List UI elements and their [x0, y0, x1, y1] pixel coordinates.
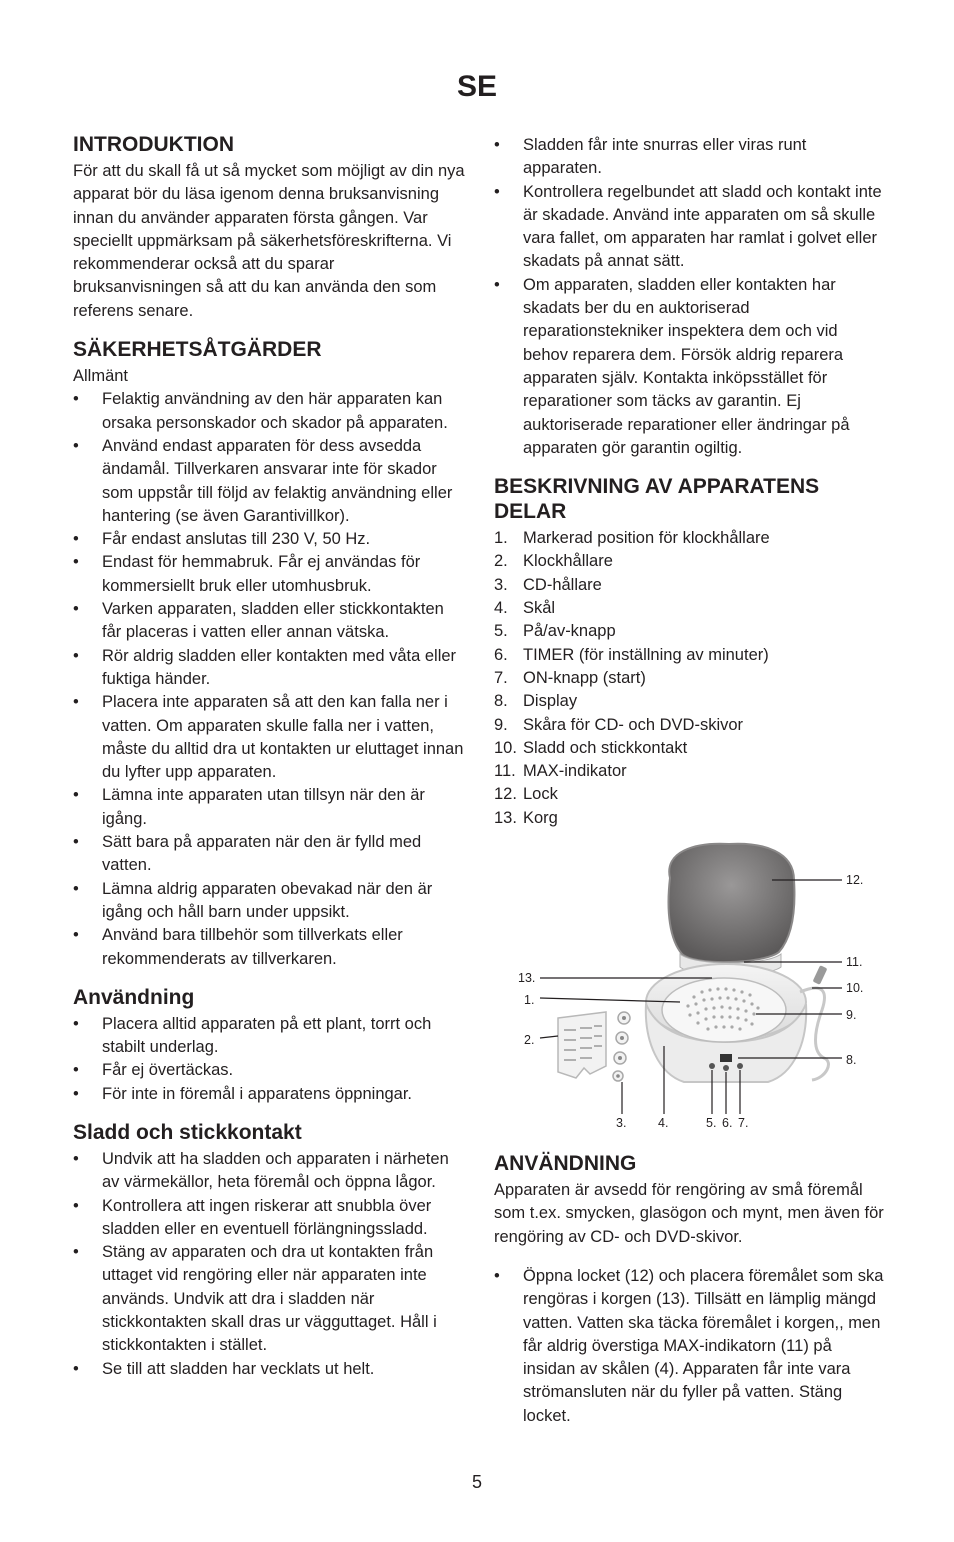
list-item: • Sladden får inte snurras eller viras runt apparaten.: [494, 134, 886, 181]
item-label: Skåra för CD- och DVD-skivor: [523, 715, 744, 734]
list-item: [494, 597, 886, 620]
list-item: [494, 760, 886, 783]
list-item: [494, 783, 886, 806]
item-number: 10.: [494, 738, 517, 757]
callout-label: 12.: [846, 873, 864, 888]
item-number: 12.: [494, 785, 517, 804]
usage-steps: [494, 1265, 886, 1428]
display-panel: [720, 1054, 732, 1062]
callout-label: 3.: [616, 1116, 627, 1131]
item-number: 11.: [494, 762, 516, 781]
list-item: • Lämna inte apparaten utan tillsyn när den är igång.: [73, 784, 465, 831]
usage-heading: ANVÄNDNING: [494, 1152, 637, 1176]
parts-list: [494, 527, 886, 830]
item-number: 2.: [494, 552, 508, 571]
list-item: • Felaktig användning av den här apparaten kan orsaka personskador och skador på apparaten.: [73, 388, 465, 435]
list-item: • Får ej övertäckas.: [73, 1059, 465, 1082]
intro-heading: INTRODUKTION: [73, 133, 234, 156]
callout-label: 1.: [524, 993, 535, 1008]
language-code: SE: [456, 70, 498, 103]
power-button: [709, 1063, 715, 1069]
list-item: [494, 644, 886, 667]
callout-label: 2.: [524, 1033, 535, 1048]
intro-text: För att du skall få ut så mycket som möjligt av din nya apparat bör du läsa igenom denna bruksanvisning innan du använder apparaten första gången. Var speciellt uppmärksam på säkerhetsföreskrifterna. Vi rekommenderar också att du sparar bruksanvisningen så att du kan använda den som referens senare.: [73, 162, 465, 320]
item-number: 6.: [494, 645, 508, 664]
item-number: 8.: [494, 692, 508, 711]
list-item: • Rör aldrig sladden eller kontakten med våta eller fuktiga händer.: [73, 645, 465, 692]
list-item: • För inte in föremål i apparatens öppningar.: [73, 1083, 465, 1106]
list-item: [494, 667, 886, 690]
timer-button: [723, 1065, 729, 1071]
list-item: • Öppna locket (12) och placera föremålet som ska rengöras i korgen (13). Tillsätt en lämplig mängd vatten. Vatten ska täcka föremålet i korgen,, men får aldrig överstiga MAX-indikatorn (11) på insidan av skålen (4). Apparaten får inte vara strömansluten när du fyller på vatten. Stäng locket.: [494, 1265, 886, 1428]
list-item: • Använd bara tillbehör som tillverkats eller rekommenderats av tillverkaren.: [73, 924, 465, 971]
item-label: Markerad position för klockhållare: [523, 529, 770, 548]
cord-subheading: Sladd och stickkontakt: [73, 1120, 302, 1144]
list-item: [494, 690, 886, 713]
callout-label: 6.: [722, 1116, 733, 1131]
list-item: [494, 807, 886, 830]
list-item: [494, 574, 886, 597]
list-item: • Varken apparaten, sladden eller stickkontakten får placeras i vatten eller annan vätska.: [73, 598, 465, 645]
page-number: 5: [471, 1472, 482, 1492]
list-item: • Stäng av apparaten och dra ut kontakten från uttaget vid rengöring eller när apparaten inte används. Undvik att dra i sladden när stickkontakten skall dras ur vägguttaget. Håll i stickkontakten i stället.: [73, 1241, 465, 1357]
usage-intro: Apparaten är avsedd för rengöring av små föremål som t.ex. smycken, glasögon och mynt, men även för rengöring av CD- och DVD-skivor.: [494, 1181, 884, 1246]
list-item: • Använd endast apparaten för dess avsedda ändamål. Tillverkaren ansvarar inte för skador som uppstår till följd av felaktig användning eller hantering (se även Garantivillkor).: [73, 435, 465, 528]
callout-label: 11.: [846, 955, 863, 970]
list-item: [494, 737, 886, 760]
callout-label: 13.: [518, 971, 536, 986]
callout-label: 4.: [658, 1116, 669, 1131]
item-label: Korg: [523, 808, 558, 827]
item-label: På/av-knapp: [523, 622, 616, 641]
right-column: [494, 134, 886, 1428]
cord-list: [73, 1148, 465, 1381]
callout-label: 8.: [846, 1053, 857, 1068]
item-label: MAX-indikator: [523, 762, 627, 781]
usage-list: [73, 1013, 465, 1106]
item-number: 4.: [494, 599, 508, 618]
list-item: • Placera inte apparaten så att den kan falla ner i vatten. Om apparaten skulle falla ner i vatten, måste du alltid dra ut kontakten ur eluttaget innan du lyfter upp apparaten.: [73, 691, 465, 784]
item-label: Display: [523, 692, 578, 711]
basket: [662, 978, 786, 1042]
safety-heading: SÄKERHETSÅTGÄRDER: [73, 338, 322, 362]
lid-shape: [669, 844, 795, 962]
list-item: • Sätt bara på apparaten när den är fylld med vatten.: [73, 831, 465, 878]
safety-list: [73, 388, 465, 970]
watch-holder: [558, 1012, 606, 1078]
list-item: [494, 714, 886, 737]
callout-label: 5.: [706, 1116, 717, 1131]
list-item: [494, 550, 886, 573]
list-item: • Kontrollera regelbundet att sladd och kontakt inte är skadade. Använd inte apparaten om så skulle vara fallet, om apparaten har ramlat i golvet eller skadats på annat sätt.: [494, 181, 886, 274]
callout-label: 10.: [846, 981, 864, 996]
list-item: • Undvik att ha sladden och apparaten i närheten av värmekällor, heta föremål och öppna lågor.: [73, 1148, 465, 1195]
item-label: ON-knapp (start): [523, 668, 646, 687]
item-label: Skål: [523, 599, 556, 618]
list-item: [494, 527, 886, 550]
parts-heading: BESKRIVNING AV APPARATENS DELAR: [494, 475, 820, 524]
list-item: • Om apparaten, sladden eller kontakten har skadats ber du en auktoriserad reparationstekniker inspektera dem och vid behov reparera dem. Försök aldrig reparera apparaten själv. Kontakta inköpsstället för reparationer som täcks av garantin. Ej auktoriserade reparationer eller ändringar på apparaten gör garantin ogiltig.: [494, 274, 886, 460]
item-label: Lock: [523, 785, 558, 804]
item-label: Sladd och stickkontakt: [523, 738, 688, 757]
list-item: • Placera alltid apparaten på ett plant, torrt och stabilt underlag.: [73, 1013, 465, 1060]
plug: [813, 965, 828, 985]
list-item: • Lämna aldrig apparaten obevakad när den är igång och håll barn under uppsikt.: [73, 878, 465, 925]
item-number: 13.: [494, 808, 517, 827]
list-item: • Endast för hemmabruk. Får ej användas för kommersiellt bruk eller utomhusbruk.: [73, 551, 465, 598]
callout-label: 9.: [846, 1008, 857, 1023]
safety-general-label: Allmänt: [73, 367, 129, 386]
item-number: 9.: [494, 715, 508, 734]
list-item: • Kontrollera att ingen riskerar att snubbla över sladden eller en eventuell förlängningssladd.: [73, 1195, 465, 1242]
item-label: Klockhållare: [523, 552, 613, 571]
list-item: • Får endast anslutas till 230 V, 50 Hz.: [73, 528, 465, 551]
item-number: 5.: [494, 622, 508, 641]
left-column: [73, 132, 465, 1381]
list-item: • Se till att sladden har vecklats ut helt.: [73, 1358, 465, 1381]
appliance-diagram: [494, 842, 886, 1132]
cord-list-continued: [494, 134, 886, 460]
item-number: 3.: [494, 575, 508, 594]
list-item: [494, 620, 886, 643]
cd-holders: [613, 1012, 630, 1081]
usage-subheading: Användning: [73, 985, 195, 1009]
item-label: TIMER (för inställning av minuter): [523, 645, 769, 664]
item-number: 7.: [494, 668, 508, 687]
item-number: 1.: [494, 529, 508, 548]
on-button: [737, 1063, 743, 1069]
callout-label: 7.: [738, 1116, 749, 1131]
item-label: CD-hållare: [523, 575, 602, 594]
